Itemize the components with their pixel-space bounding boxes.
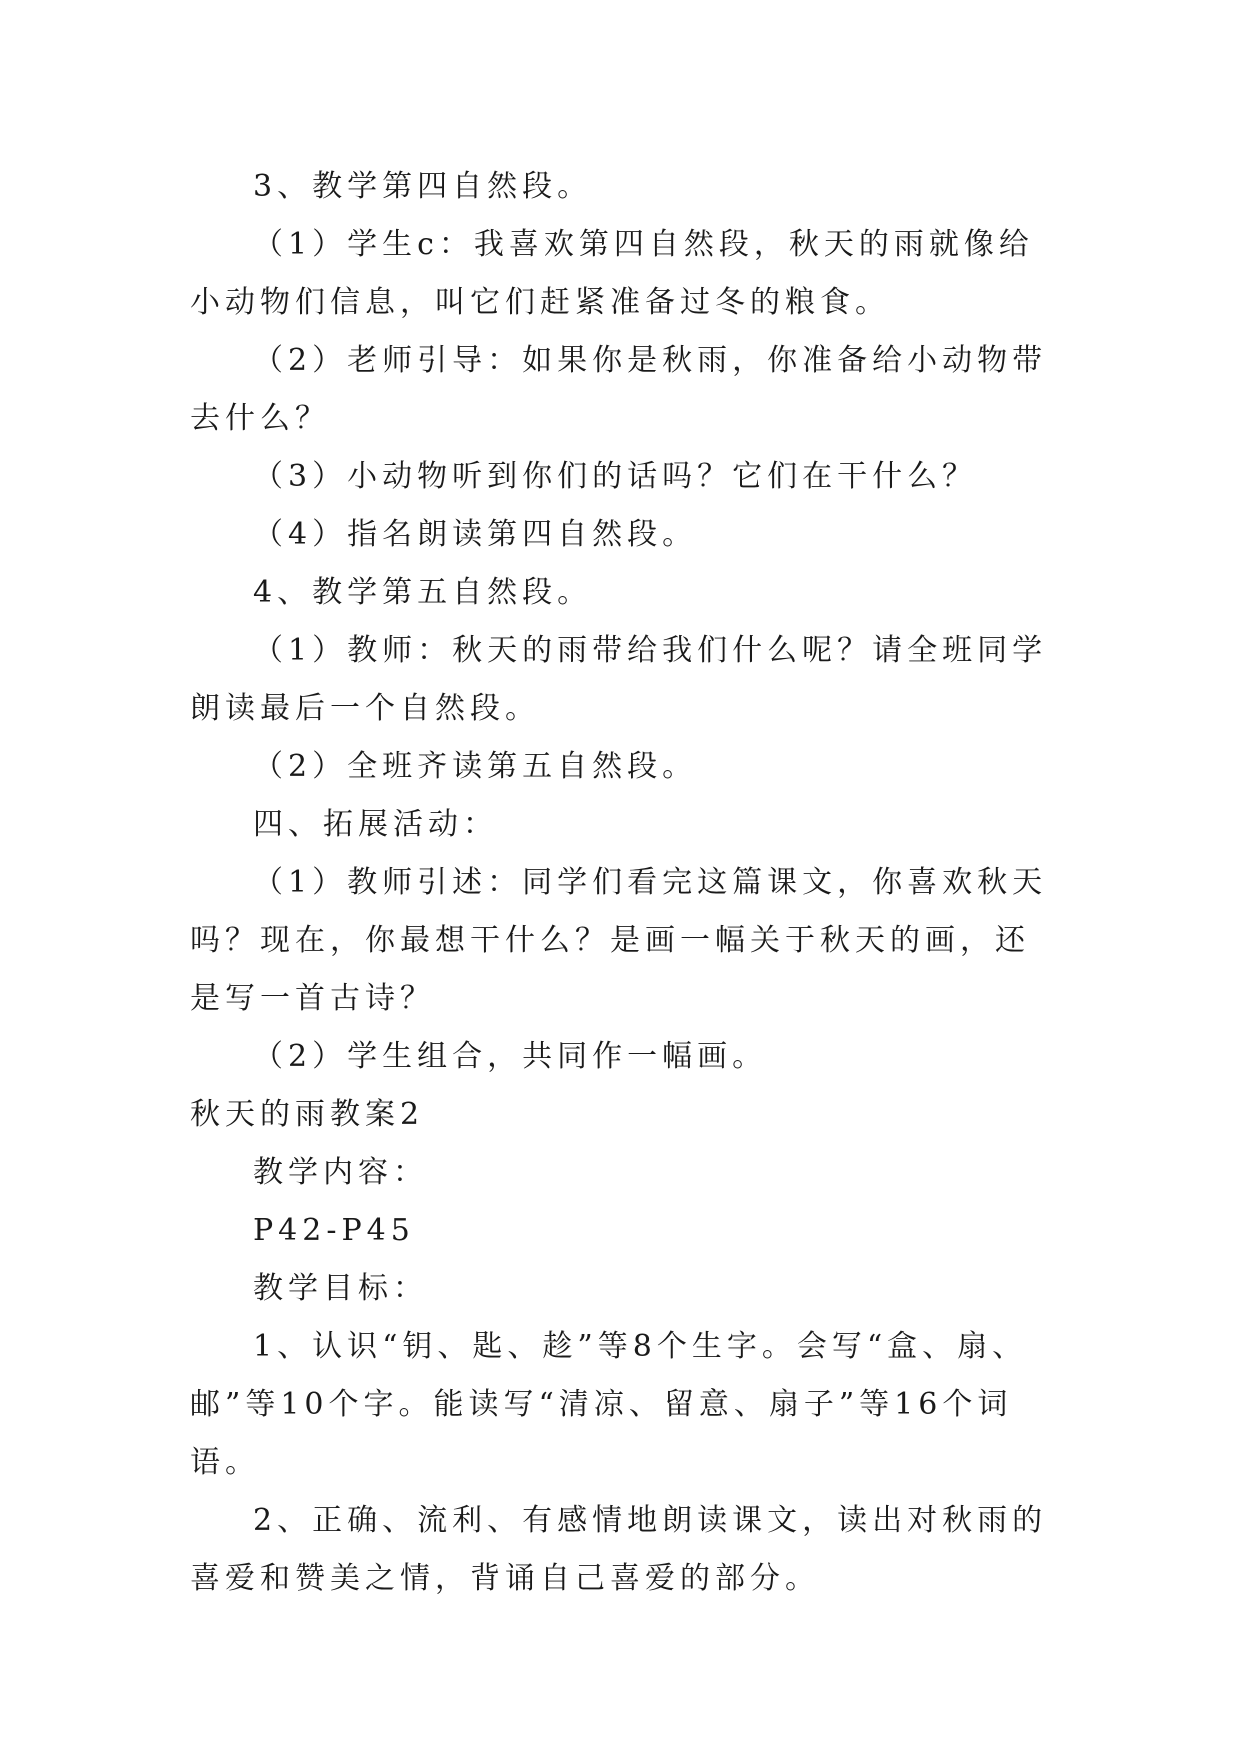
paragraph-step-3-4: （4）指名朗读第四自然段。 bbox=[253, 517, 698, 552]
heading-teaching-goals: 教学目标： bbox=[253, 1271, 428, 1306]
paragraph-step-3-1: （1）学生c：我喜欢第四自然段，秋天的雨就像给小动物们信息，叫它们赶紧准备过冬的粮食。 bbox=[190, 227, 1034, 320]
goal-2: 2、正确、流利、有感情地朗读课文，读出对秋雨的喜爱和赞美之情，背诵自己喜爱的部分。 bbox=[190, 1503, 1048, 1596]
paragraph-extension-2: （2）学生组合，共同作一幅画。 bbox=[253, 1039, 768, 1074]
goal-1: 1、认识“钥、匙、趁”等8个生字。会写“盒、扇、邮”等10个字。能读写“清凉、留意、扇子”等16个词语。 bbox=[190, 1329, 1028, 1480]
paragraph-extension-1: （1）教师引述：同学们看完这篇课文，你喜欢秋天吗？现在，你最想干什么？是画一幅关于秋天的画，还是写一首古诗？ bbox=[190, 865, 1048, 1016]
document-page bbox=[190, 158, 1060, 1608]
paragraph-step-3: 3、教学第四自然段。 bbox=[253, 169, 593, 204]
paragraph-step-3-2: （2）老师引导：如果你是秋雨，你准备给小动物带去什么？ bbox=[190, 343, 1048, 436]
lesson-plan-title: 秋天的雨教案2 bbox=[190, 1097, 425, 1132]
teaching-content-pages: P42-P45 bbox=[253, 1213, 415, 1248]
paragraph-step-4-2: （2）全班齐读第五自然段。 bbox=[253, 749, 698, 784]
paragraph-step-4-1: （1）教师：秋天的雨带给我们什么呢？请全班同学朗读最后一个自然段。 bbox=[190, 633, 1048, 726]
heading-teaching-content: 教学内容： bbox=[253, 1155, 428, 1190]
paragraph-step-3-3: （3）小动物听到你们的话吗？它们在干什么？ bbox=[253, 459, 978, 494]
section-heading-extension: 四、拓展活动： bbox=[253, 807, 498, 842]
paragraph-step-4: 4、教学第五自然段。 bbox=[253, 575, 593, 610]
